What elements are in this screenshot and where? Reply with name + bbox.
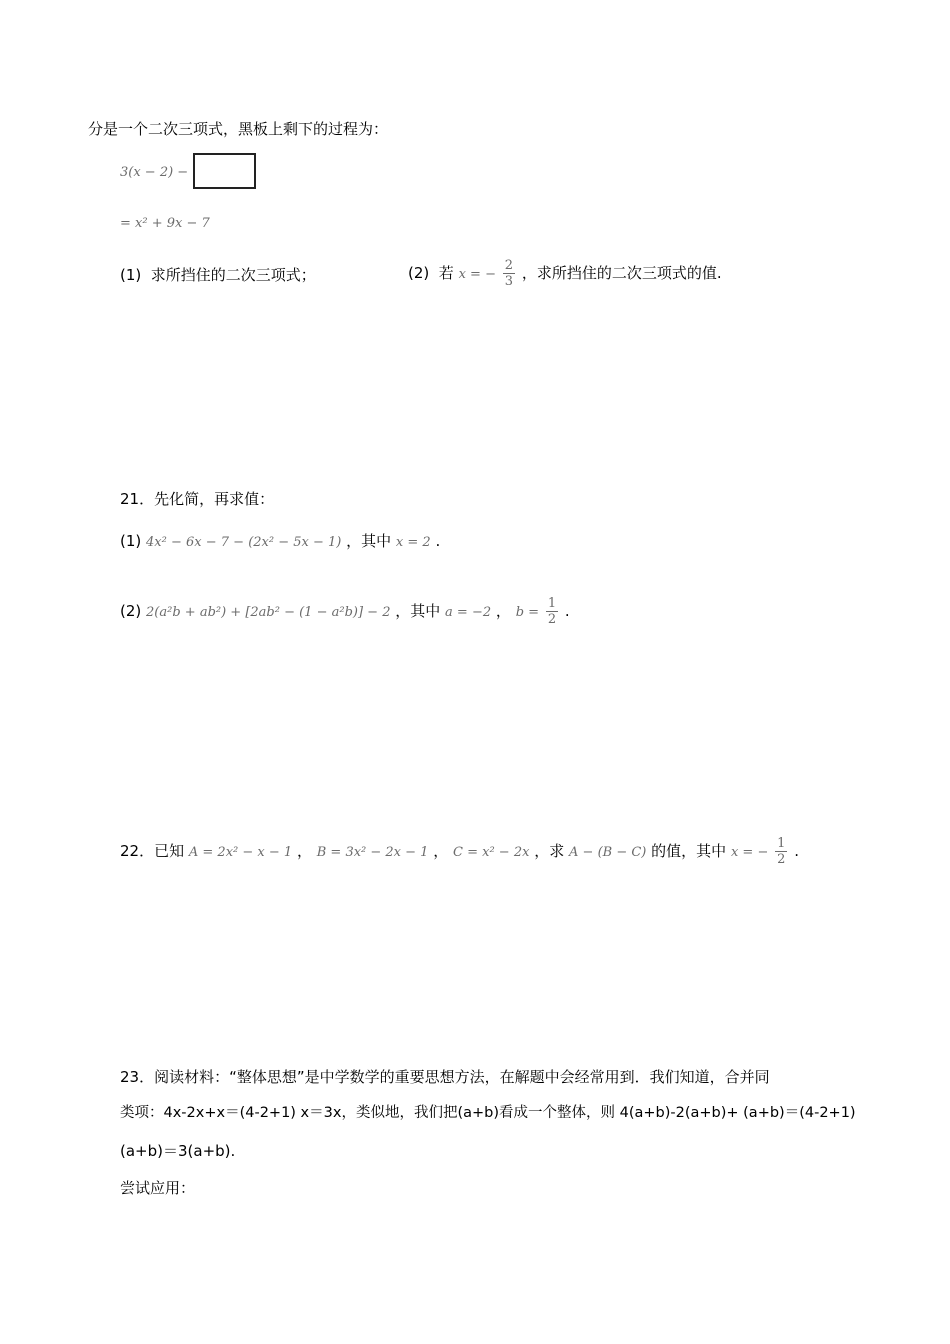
covered-box	[193, 153, 256, 189]
q21-part1-expression: 4x² − 6x − 7 − (2x² − 5x − 1)	[146, 535, 342, 550]
q22-condition: x = −	[730, 845, 769, 860]
q21-part2-expression: 2(a²b + ab²) + [2ab² − (1 − a²b)] − 2	[146, 605, 391, 620]
q21-part1-condition: x = 2	[395, 535, 431, 550]
q21-fraction	[546, 596, 558, 627]
q23-line-3: (a+b)＝3(a+b).	[120, 1142, 236, 1160]
q22-prefix: 22．已知	[120, 842, 185, 860]
q21-part2-end: .	[564, 602, 570, 620]
q22-A: A = 2x² − x − 1	[188, 845, 293, 860]
q23-line-4: 尝试应用：	[120, 1179, 196, 1197]
q22	[120, 836, 799, 867]
board-line-2: = x² + 9x − 7	[120, 216, 210, 231]
q23-line-2: 类项：4x-2x+x＝(4-2+1) x＝3x，类似地，我们把(a+b)看成一个整体，则 4(a+b)-2(a+b)+ (a+b)＝(4-2+1)	[120, 1105, 856, 1121]
q20-fraction-denominator: 3	[504, 274, 514, 289]
board-line-1	[120, 162, 188, 184]
q22-separator-2: ，	[433, 842, 449, 860]
q22-end: .	[794, 842, 799, 860]
q22-fraction-numerator: 1	[777, 836, 786, 851]
q21-part1-label: (1)	[120, 532, 142, 550]
q20-fraction-numerator: 2	[504, 258, 514, 273]
q21-part2-condition-a: a = −2	[445, 605, 492, 620]
intro-text: 分是一个二次三项式，黑板上剩下的过程为：	[88, 120, 389, 138]
q22-mid2: 的值，其中	[651, 842, 727, 860]
q20-fraction	[503, 258, 515, 289]
q20-part1-text: 求所挡住的二次三项式；	[150, 266, 316, 284]
q22-separator-1: ，	[296, 842, 312, 860]
q21-part2-condition-b: b =	[515, 605, 540, 620]
q20-part2-suffix: ，求所挡住的二次三项式的值.	[521, 264, 722, 282]
q21-fraction-numerator: 1	[547, 596, 557, 611]
q20-part2-math: x = −	[458, 267, 496, 282]
q21-part2	[120, 596, 570, 627]
q23-line-1: 23．阅读材料：“整体思想”是中学数学的重要思想方法，在解题中会经常用到．我们知道，合并同	[120, 1068, 770, 1086]
q21-part2-label: (2)	[120, 602, 142, 620]
q20-part2-prefix: 若	[438, 264, 454, 282]
q22-expression: A − (B − C)	[569, 845, 647, 860]
q21-part2-mid: ，其中	[395, 602, 441, 620]
q22-B: B = 3x² − 2x − 1	[316, 845, 429, 860]
q20-part1	[120, 264, 316, 286]
q22-mid: ，求	[534, 842, 565, 860]
q20-part1-label: (1)	[120, 266, 142, 284]
q22-fraction	[775, 836, 787, 867]
q22-C: C = x² − 2x	[453, 845, 530, 860]
board-expression-1: 3(x − 2) −	[120, 165, 189, 180]
q20-part2-label: (2)	[408, 264, 430, 282]
q21-part2-separator: ，	[495, 602, 511, 620]
q21-part1-mid: ，其中	[346, 532, 392, 550]
q22-fraction-denominator: 2	[777, 852, 786, 867]
q20-part2	[408, 258, 722, 289]
q21-title: 21．先化简，再求值：	[120, 490, 275, 508]
q21-part1-end: .	[435, 532, 441, 550]
q21-fraction-denominator: 2	[547, 612, 557, 627]
q21-part1	[120, 530, 440, 554]
